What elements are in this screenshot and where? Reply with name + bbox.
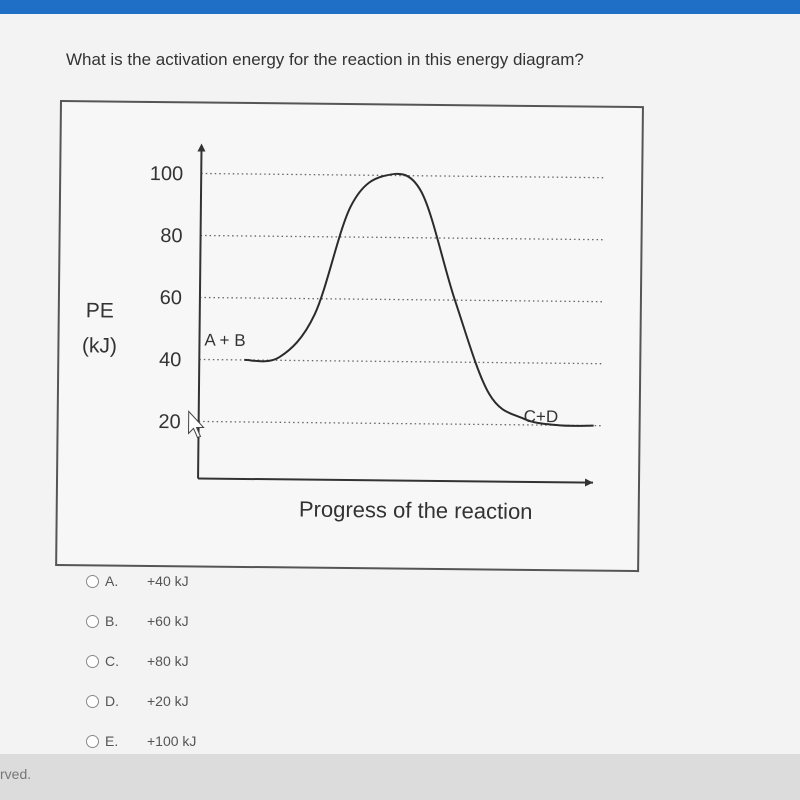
products-label: C+D	[523, 406, 559, 427]
choice-letter: B.	[105, 613, 119, 629]
x-axis	[198, 478, 593, 482]
x-axis-arrow-icon	[585, 479, 593, 487]
y-axis-unit-label: (kJ)	[81, 334, 118, 358]
radio-icon[interactable]	[86, 735, 99, 748]
choice-text: +60 kJ	[147, 613, 189, 629]
choice-letter: A.	[105, 573, 119, 589]
energy-diagram	[55, 100, 644, 572]
choice-d[interactable]	[86, 690, 286, 712]
reactants-label: A + B	[204, 330, 246, 350]
question-card	[0, 14, 800, 754]
radio-icon[interactable]	[86, 615, 99, 628]
choice-text: +80 kJ	[147, 653, 189, 669]
gridline	[201, 235, 606, 239]
choice-letter: D.	[105, 693, 119, 709]
choice-e[interactable]	[86, 730, 286, 752]
choice-text: +100 kJ	[147, 733, 197, 749]
radio-icon[interactable]	[86, 695, 99, 708]
cursor-icon	[188, 411, 203, 437]
choice-letter: E.	[105, 733, 119, 749]
y-axis-label: PE	[85, 299, 114, 323]
y-tick-label: 60	[159, 287, 183, 310]
choice-a[interactable]	[86, 570, 286, 592]
y-tick-label: 40	[158, 349, 182, 372]
choice-text: +20 kJ	[147, 693, 189, 709]
y-tick-label: 100	[149, 162, 184, 186]
x-axis-label: Progress of the reaction	[298, 496, 533, 524]
question-text: What is the activation energy for the reaction in this energy diagram?	[66, 50, 584, 69]
radio-icon[interactable]	[86, 655, 99, 668]
radio-icon[interactable]	[86, 575, 99, 588]
energy-curve	[244, 172, 597, 426]
gridline	[200, 297, 605, 301]
choice-b[interactable]	[86, 610, 286, 632]
top-bar	[0, 0, 800, 14]
y-tick-label: 80	[160, 225, 183, 248]
energy-diagram-svg	[57, 102, 642, 570]
y-axis-arrow-icon	[197, 143, 205, 151]
choice-letter: C.	[105, 653, 119, 669]
choice-text: +40 kJ	[147, 573, 189, 589]
choice-c[interactable]	[86, 650, 286, 672]
y-tick-label: 20	[158, 411, 181, 434]
y-axis	[198, 149, 201, 478]
footer-text: rved.	[0, 766, 32, 782]
